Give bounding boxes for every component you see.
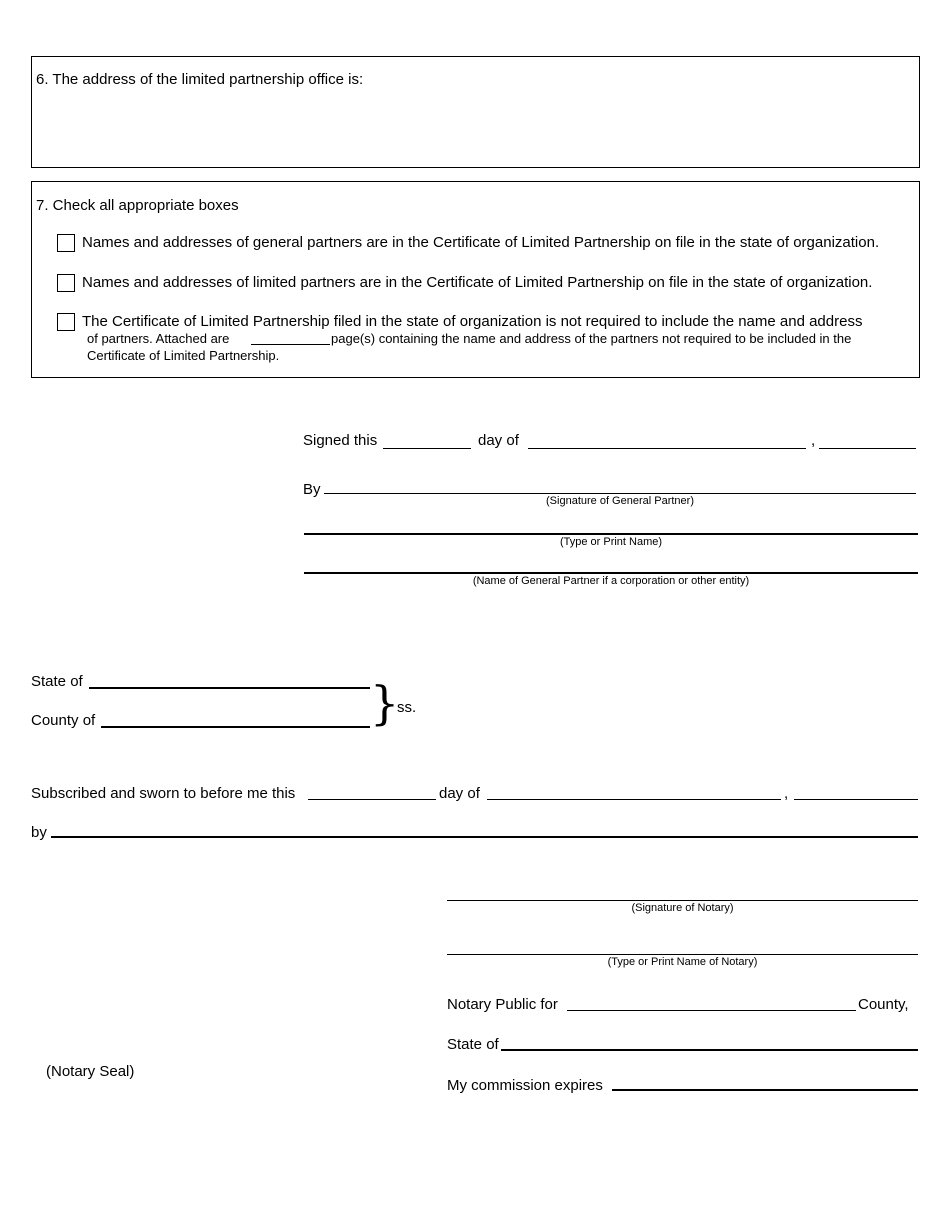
general-partner-signature-field[interactable] bbox=[324, 493, 916, 494]
notary-state-label: State of bbox=[447, 1036, 499, 1053]
notary-county-label: County, bbox=[858, 996, 909, 1013]
sworn-comma: , bbox=[784, 785, 789, 802]
notary-county-field[interactable] bbox=[567, 1010, 856, 1011]
notary-signature-caption: (Signature of Notary) bbox=[631, 902, 734, 914]
print-name-field[interactable] bbox=[304, 533, 918, 535]
signed-day-field[interactable] bbox=[383, 448, 471, 449]
sworn-year-field[interactable] bbox=[794, 799, 918, 800]
venue-state-field[interactable] bbox=[89, 687, 370, 689]
not-required-checkbox[interactable] bbox=[57, 313, 75, 331]
not-required-line3: Certificate of Limited Partnership. bbox=[87, 348, 280, 363]
venue-state-label: State of bbox=[31, 673, 83, 690]
signed-day-of-label: day of bbox=[478, 432, 519, 449]
venue-county-label: County of bbox=[31, 712, 96, 729]
venue-ss-label: ss. bbox=[397, 699, 417, 716]
sworn-day-field[interactable] bbox=[308, 799, 436, 800]
general-partner-signature-caption: (Signature of General Partner) bbox=[546, 495, 694, 507]
signed-year-field[interactable] bbox=[819, 448, 916, 449]
commission-expires-label: My commission expires bbox=[447, 1077, 603, 1094]
signed-month-field[interactable] bbox=[528, 448, 806, 449]
sworn-day-of-label: day of bbox=[439, 785, 480, 802]
entity-name-caption: (Name of General Partner if a corporation or other entity) bbox=[472, 575, 750, 587]
signed-this-label: Signed this bbox=[303, 432, 378, 449]
venue-county-field[interactable] bbox=[101, 726, 370, 728]
commission-expires-field[interactable] bbox=[612, 1089, 918, 1091]
notary-seal-label: (Notary Seal) bbox=[46, 1063, 135, 1080]
signed-comma: , bbox=[811, 432, 816, 449]
general-partners-checkbox[interactable] bbox=[57, 234, 75, 252]
section-7-label: 7. Check all appropriate boxes bbox=[36, 197, 239, 214]
notary-state-field[interactable] bbox=[501, 1049, 918, 1051]
limited-partners-checkbox[interactable] bbox=[57, 274, 75, 292]
not-required-option-text: The Certificate of Limited Partnership filed in the state of organization is not required to include the name and address bbox=[82, 313, 863, 330]
entity-name-field[interactable] bbox=[304, 572, 918, 574]
notary-signature-field[interactable] bbox=[447, 900, 918, 901]
venue-brace: } bbox=[370, 676, 400, 730]
sworn-month-field[interactable] bbox=[487, 799, 781, 800]
limited-partners-option-text: Names and addresses of limited partners are in the Certificate of Limited Partnership on file in the state of organization. bbox=[82, 274, 873, 291]
subscribed-label: Subscribed and sworn to before me this bbox=[31, 785, 296, 802]
attached-pages-field[interactable] bbox=[251, 344, 330, 345]
notary-print-name-caption: (Type or Print Name of Notary) bbox=[607, 956, 758, 968]
notary-print-name-field[interactable] bbox=[447, 954, 918, 955]
notary-public-for-label: Notary Public for bbox=[447, 996, 558, 1013]
sworn-by-label: by bbox=[31, 824, 47, 841]
by-label: By bbox=[303, 481, 321, 498]
general-partners-option-text: Names and addresses of general partners are in the Certificate of Limited Partnership on file in the state of organization. bbox=[82, 234, 880, 251]
sworn-by-field[interactable] bbox=[51, 836, 918, 838]
not-required-line2-after: page(s) containing the name and address of the partners not required to be included in the bbox=[331, 331, 852, 346]
not-required-line2-before: of partners. Attached are bbox=[87, 331, 230, 346]
print-name-caption: (Type or Print Name) bbox=[559, 536, 663, 548]
section-6-label: 6. The address of the limited partnership office is: bbox=[36, 71, 364, 88]
